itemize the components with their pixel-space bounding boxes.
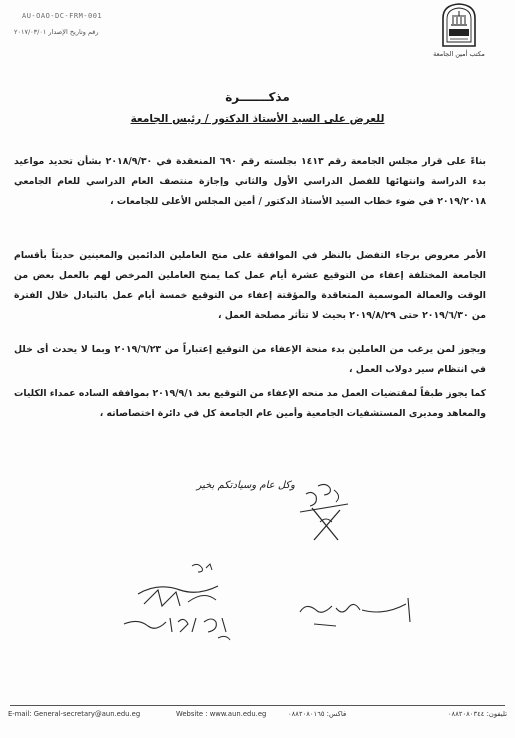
paragraph-request: الأمر معروض برجاء التفضل بالنظر في الموافقة على منح العاملين الدائمين والمعينين حديثاً بأقسام الجامعة المختلفة إعفاء من التوقيع عشرة أيام عمل كما يمنح العاملين المرخص لهم بالعمل بعض من الوقت والعمالة الموسمية المتعاقدة والمؤقتة إعفاء من التوقيع خمسة أيام عمل بالتبادل خلال الفترة من ٢٠١٩/٦/٣٠ حتى ٢٠١٩/٨/٢٩ بحيث لا تتأثر مصلحة العمل ، xyxy=(14,250,486,321)
handwritten-signature-date xyxy=(118,560,248,650)
issue-date: رقم وتاريخ الإصدار ٢٠١٧/٠٣/٠١ xyxy=(14,28,99,36)
footer-divider xyxy=(10,705,505,706)
secretary-signature xyxy=(296,594,416,634)
footer-fax: فاكس: ٠٨٨٢٠٨٠١٦٥ xyxy=(288,710,347,718)
logo-caption: مكتب أمين الجامعة xyxy=(433,50,485,58)
paragraph-extension: كما يجوز طبقاً لمقتضيات العمل مد منحه الإعفاء من التوقيع بعد ٢٠١٩/٩/١ بموافقه الساده عمداء الكليات والمعاهد ومديرى المستشفيات الجامعية وأمين عام الجامعة كل في دائرة اختصاصاته ، xyxy=(14,388,486,419)
letterhead-footer xyxy=(8,710,507,724)
paragraph-decision: بناءً على قرار مجلس الجامعة رقم ١٤١٣ بجلسته رقم ٦٩٠ المنعقدة في ٢٠١٨/٩/٣٠ بشأن تحديد مواعيد بدء الدراسة وانتهائها للفصل الدراسي الأول والثاني وإجازة منتصف العام الدراسي للعام الجامعي ٢٠١٩/٢٠١٨ في ضوء خطاب السيد الأستاذ الدكتور / أمين المجلس الأعلى للجامعات ، xyxy=(14,156,486,207)
closing-greeting: وكل عام وسيادتكم بخير xyxy=(196,480,295,491)
university-seal-icon xyxy=(440,2,478,48)
footer-email: E-mail: General-secretary@aun.edu.eg xyxy=(8,710,141,718)
footer-website: Website : www.aun.edu.eg xyxy=(176,710,267,718)
paragraph-early-start: ويجوز لمن يرغب من العاملين بدء منحة الإعفاء من التوقيع إعتباراً من ٢٠١٩/٦/٢٣ وبما لا يحدث أى خلل في انتظام سير دولاب العمل ، xyxy=(14,344,486,375)
document-code: AU-OAO-DC-FRM-001 xyxy=(22,12,103,20)
memo-title: مذكـــــــرة xyxy=(225,90,290,104)
approval-signature xyxy=(290,482,360,548)
footer-phone: تليفون: ٠٨٨٢٠٨٠٣٤٤ xyxy=(447,710,507,718)
university-logo xyxy=(431,2,487,58)
memo-addressee: للعرض على السيد الأستاذ الدكتور / رئيس الجامعة xyxy=(130,113,385,125)
